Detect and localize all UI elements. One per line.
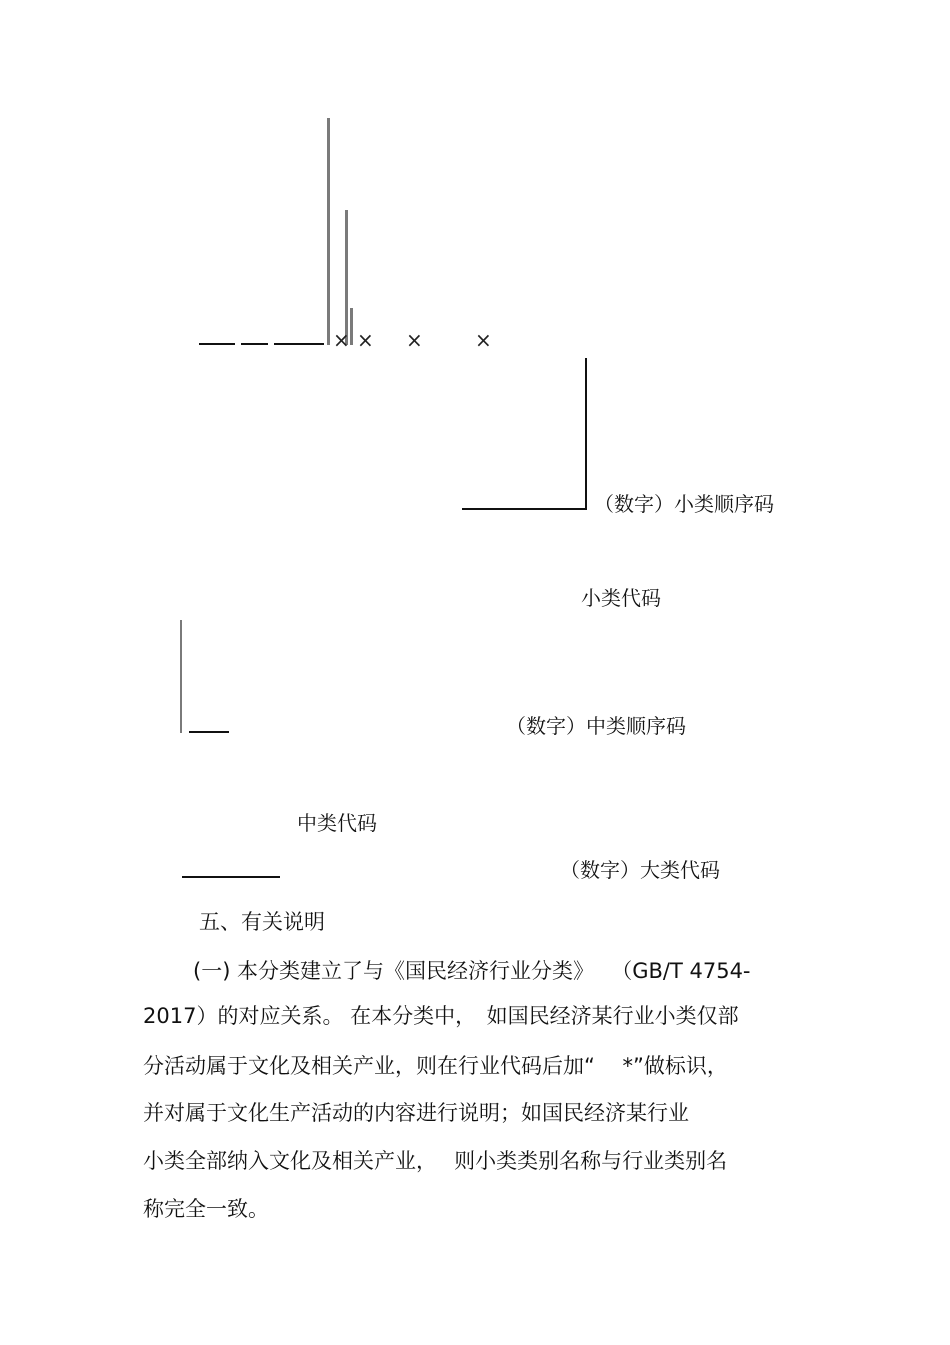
big-code-label: （数字）大类代码 [560, 858, 720, 882]
big-code-line [182, 876, 280, 878]
cross-mark-2: × [357, 328, 374, 352]
vertical-bar-1 [327, 118, 330, 345]
mid-seq-vertical [180, 620, 182, 733]
vertical-bar-3 [350, 308, 353, 345]
mid-seq-horizontal [189, 731, 229, 733]
small-code-label: 小类代码 [581, 586, 661, 610]
small-seq-horizontal [462, 508, 586, 510]
placeholder-line-2 [241, 343, 268, 345]
paragraph-line-6: 称完全一致。 [143, 1197, 269, 1221]
vertical-bar-2 [345, 210, 348, 345]
paragraph-line-2: 2017）的对应关系。 在本分类中， 如国民经济某行业小类仅部 [143, 1004, 739, 1028]
mid-code-label: 中类代码 [297, 811, 377, 835]
cross-mark-1: × [333, 328, 350, 352]
small-seq-vertical [585, 358, 587, 510]
paragraph-line-4: 并对属于文化生产活动的内容进行说明；如国民经济某行业 [143, 1101, 689, 1125]
cross-mark-3: × [406, 328, 423, 352]
paragraph-line-1: (一) 本分类建立了与《国民经济行业分类》 （GB/T 4754- [193, 959, 751, 983]
placeholder-line-3 [274, 343, 324, 345]
mid-seq-label: （数字）中类顺序码 [506, 714, 686, 738]
cross-mark-4: × [475, 328, 492, 352]
paragraph-line-5: 小类全部纳入文化及相关产业， 则小类类别名称与行业类别名 [143, 1149, 728, 1173]
paragraph-line-3: 分活动属于文化及相关产业，则在行业代码后加“ *”做标识， [143, 1054, 728, 1078]
small-seq-label: （数字）小类顺序码 [594, 492, 774, 516]
section-heading: 五、有关说明 [199, 910, 325, 934]
placeholder-line-1 [199, 343, 235, 345]
